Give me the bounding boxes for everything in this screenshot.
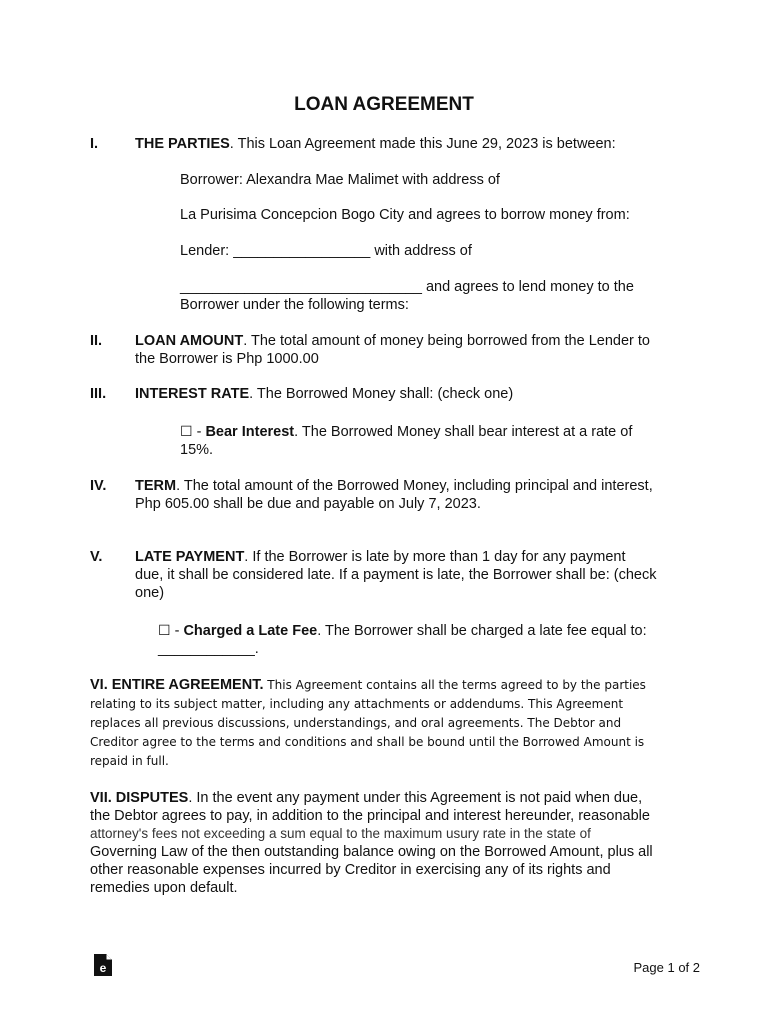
option-dash: - [192, 424, 206, 440]
section-body: relating to its subject matter, including any attachments or addendums. This Agreement [90, 697, 624, 711]
section-body: Php 605.00 shall be due and payable on July 7, 2023. [135, 496, 481, 512]
section-heading: VII. DISPUTES [90, 790, 189, 806]
lender-line: Lender: _________________ with address of [180, 243, 472, 259]
section-body: This Agreement contains all the terms agreed to by the parties [263, 678, 646, 692]
borrower-address: La Purisima Concepcion Bogo City and agrees to borrow money from: [180, 207, 630, 223]
section-body: one) [135, 585, 165, 601]
section-disputes [90, 789, 680, 897]
section-body: . If the Borrower is late by more than 1 day for any payment [244, 549, 626, 565]
section-text [135, 548, 680, 602]
section-body: the Debtor agrees to pay, in addition to the principal and interest hereunder, reasonable [90, 808, 650, 824]
option-dash: - [170, 623, 184, 639]
section-heading: LATE PAYMENT [135, 549, 245, 565]
section-body: other reasonable expenses incurred by Creditor in exercising any of its rights and [90, 862, 611, 878]
option-body: ____________. [158, 641, 259, 657]
section-entire-agreement [90, 676, 680, 771]
section-body: the Borrower is Php 1000.00 [135, 351, 319, 367]
lender-address-line-2: Borrower under the following terms: [180, 297, 409, 313]
section-body: replaces all previous discussions, understandings, and oral agreements. The Debtor and [90, 716, 622, 730]
section-body: . This Loan Agreement made this June 29, 2023 is between: [229, 136, 616, 152]
section-number: II. [90, 333, 103, 349]
page-number: Page 1 of 2 [633, 960, 700, 975]
late-fee-checkbox[interactable]: ☐ [158, 623, 171, 639]
lender-address-line-1: ______________________________ and agrees to lend money to the [180, 279, 634, 295]
section-heading: LOAN AMOUNT [135, 333, 244, 349]
section-body: Creditor agree to the terms and conditions and shall be bound until the Borrowed Amount is [90, 735, 645, 749]
section-heading: INTEREST RATE [135, 386, 250, 402]
document-e-icon [92, 952, 114, 978]
section-heading: THE PARTIES [135, 136, 230, 152]
option-body: . The Borrower shall be charged a late fee equal to: [317, 623, 647, 639]
option-body: 15%. [180, 442, 214, 458]
section-heading: TERM [135, 478, 177, 494]
section-number: III. [90, 386, 107, 402]
section-body: . In the event any payment under this Agreement is not paid when due, [188, 790, 643, 806]
section-number: V. [90, 549, 103, 565]
section-body: . The total amount of the Borrowed Money, including principal and interest, [176, 478, 653, 494]
option-body: . The Borrowed Money shall bear interest at a rate of [294, 424, 633, 440]
option-heading: Bear Interest [205, 424, 295, 440]
interest-option [180, 423, 660, 459]
option-heading: Charged a Late Fee [183, 623, 318, 639]
section-number: IV. [90, 478, 107, 494]
section-body: repaid in full. [90, 754, 169, 768]
section-number: I. [90, 136, 99, 152]
section-text [135, 477, 680, 513]
section-body: . The Borrowed Money shall: (check one) [249, 386, 514, 402]
svg-text:e: e [99, 961, 107, 975]
document-title: LOAN AGREEMENT [294, 94, 474, 115]
section-body: remedies upon default. [90, 880, 238, 896]
section-body: . The total amount of money being borrowed from the Lender to [243, 333, 650, 349]
section-body: Governing Law of the then outstanding balance owing on the Borrowed Amount, plus all [90, 844, 653, 860]
section-body: due, it shall be considered late. If a payment is late, the Borrower shall be: (check [135, 567, 657, 583]
section-body: attorney's fees not exceeding a sum equal to the maximum usury rate in the state of [90, 826, 591, 841]
section-text [135, 135, 680, 153]
borrower-line: Borrower: Alexandra Mae Malimet with address of [180, 172, 500, 188]
section-heading: VI. ENTIRE AGREEMENT. [90, 677, 264, 693]
late-fee-option [158, 622, 678, 658]
section-text [135, 332, 680, 368]
bear-interest-checkbox[interactable]: ☐ [180, 424, 193, 440]
section-text [135, 385, 680, 403]
